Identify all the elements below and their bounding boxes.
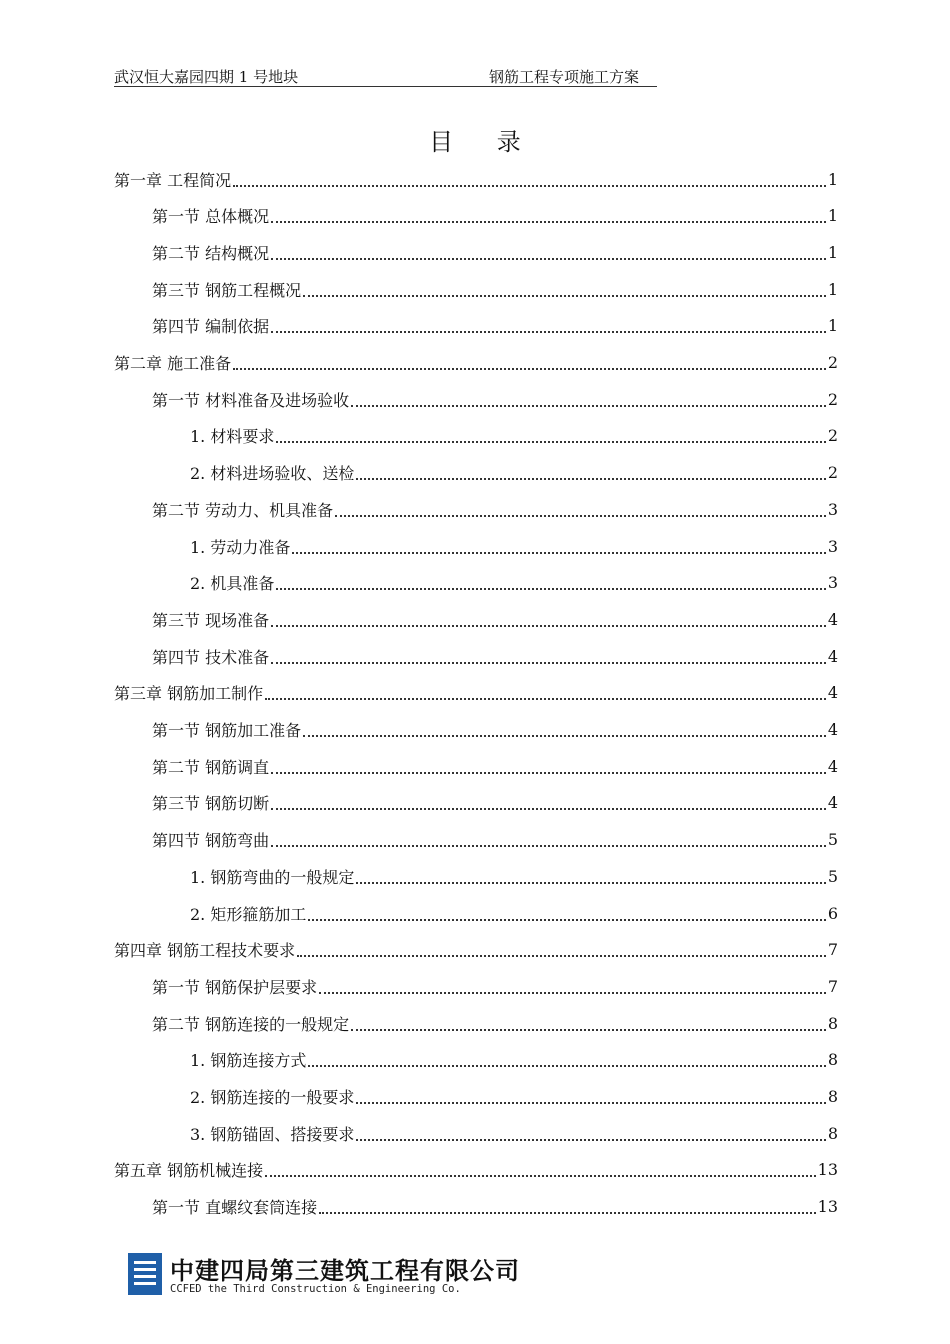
page-header (114, 64, 657, 87)
toc-entry-label: 第一节 钢筋保护层要求 (152, 977, 318, 997)
toc-entry[interactable] (152, 786, 838, 820)
toc-entry[interactable] (152, 272, 838, 306)
toc-entry[interactable] (190, 419, 838, 453)
toc-leader-dots (335, 514, 826, 517)
toc-entry-page: 4 (827, 720, 838, 739)
toc-leader-dots (308, 918, 825, 921)
toc-entry-label: 1. 钢筋连接方式 (190, 1051, 307, 1071)
toc-leader-dots (303, 294, 826, 297)
toc-leader-dots (351, 1028, 826, 1031)
header-document-title: 钢筋工程专项施工方案 (489, 68, 640, 86)
toc-entry-page: 13 (817, 1197, 838, 1217)
toc-entry-label: 第三章 钢筋加工制作 (114, 684, 264, 704)
toc-entry-page: 3 (827, 536, 838, 556)
toc-entry-page: 1 (827, 242, 838, 262)
toc-leader-dots (271, 661, 826, 664)
toc-entry[interactable] (190, 859, 838, 893)
toc-entry-page: 4 (827, 683, 838, 703)
toc-entry[interactable] (152, 823, 838, 857)
toc-entry-page: 8 (827, 1087, 838, 1106)
toc-entry-page: 8 (827, 1123, 838, 1143)
toc-entry[interactable] (152, 639, 838, 673)
toc-entry-label: 2. 材料进场验收、送检 (190, 464, 355, 484)
toc-entry-label: 第五章 钢筋机械连接 (114, 1161, 264, 1181)
toc-entry-label: 第四节 编制依据 (152, 317, 270, 337)
toc-entry-page: 7 (827, 976, 838, 996)
toc-entry-label: 第四节 钢筋弯曲 (152, 831, 270, 851)
toc-entry-label: 2. 钢筋连接的一般要求 (190, 1088, 355, 1107)
toc-entry-page: 2 (827, 389, 838, 409)
toc-entry[interactable] (114, 933, 838, 967)
toc-entry-label: 第二节 结构概况 (152, 243, 270, 263)
toc-title: 目 录 (429, 128, 539, 156)
toc-entry-page: 4 (827, 646, 838, 666)
toc-leader-dots (271, 807, 826, 810)
toc-leader-dots (297, 954, 826, 957)
toc-entry[interactable] (114, 162, 838, 196)
toc-entry-page: 1 (827, 206, 838, 226)
toc-entry[interactable] (152, 1190, 838, 1224)
toc-entry[interactable] (152, 309, 838, 343)
toc-entry[interactable] (152, 713, 838, 747)
toc-entry[interactable] (190, 1043, 838, 1077)
toc-leader-dots (233, 367, 826, 370)
toc-entry-page: 2 (827, 463, 838, 483)
toc-entry-label: 1. 劳动力准备 (190, 537, 291, 557)
toc-entry-page: 1 (827, 316, 838, 336)
toc-leader-dots (303, 734, 826, 737)
toc-entry[interactable] (114, 1153, 838, 1187)
toc-entry-page: 3 (827, 573, 838, 593)
toc-leader-dots (292, 551, 825, 554)
toc-entry[interactable] (190, 896, 838, 930)
toc-entry-label: 3. 钢筋锚固、搭接要求 (190, 1124, 355, 1144)
toc-entry-label: 第二章 施工准备 (114, 354, 232, 373)
toc-entry-page: 8 (827, 1013, 838, 1033)
toc-leader-dots (271, 771, 826, 774)
toc-leader-dots (271, 624, 826, 627)
company-name-cn: 中建四局第三建筑工程有限公司 (170, 1257, 520, 1285)
toc-entry-label: 第一节 材料准备及进场验收 (152, 390, 350, 410)
toc-entry-page: 7 (827, 940, 838, 960)
toc-entry-page: 13 (817, 1160, 838, 1180)
toc-entry-label: 2. 机具准备 (190, 574, 275, 594)
toc-entry[interactable] (152, 235, 838, 269)
toc-entry-page: 8 (827, 1050, 838, 1070)
header-project-name: 武汉恒大嘉园四期 1 号地块 (114, 68, 299, 86)
toc-leader-dots (271, 330, 826, 333)
toc-leader-dots (356, 1101, 825, 1104)
toc-entry-label: 第三节 钢筋工程概况 (152, 280, 302, 300)
toc-entry-page: 5 (827, 830, 838, 850)
toc-entry[interactable] (190, 529, 838, 563)
toc-entry[interactable] (152, 492, 838, 526)
toc-entry[interactable] (152, 382, 838, 416)
toc-leader-dots (319, 991, 826, 994)
toc-leader-dots (308, 1064, 825, 1067)
toc-leader-dots (271, 257, 826, 260)
company-logo-icon (128, 1253, 162, 1295)
toc-leader-dots (271, 220, 826, 223)
toc-entry-label: 第二节 钢筋连接的一般规定 (152, 1014, 350, 1034)
toc-entry[interactable] (152, 199, 838, 233)
toc-entry-page: 6 (827, 903, 838, 923)
toc-entry-label: 2. 矩形箍筋加工 (190, 904, 307, 924)
toc-entry[interactable] (190, 1080, 838, 1114)
toc-entry-label: 第二节 劳动力、机具准备 (152, 500, 334, 520)
toc-entry-label: 第四章 钢筋工程技术要求 (114, 941, 296, 961)
toc-entry-page: 4 (827, 756, 838, 776)
toc-leader-dots (271, 844, 826, 847)
toc-entry-page: 3 (827, 499, 838, 519)
toc-entry-label: 1. 材料要求 (190, 427, 275, 447)
toc-entry-page: 4 (827, 793, 838, 813)
toc-leader-dots (265, 1174, 816, 1177)
toc-leader-dots (233, 184, 826, 187)
toc-entry-page: 1 (827, 279, 838, 299)
toc-entry[interactable] (190, 1116, 838, 1150)
toc-entry[interactable] (114, 346, 838, 380)
toc-leader-dots (276, 587, 825, 590)
toc-entry[interactable] (152, 969, 838, 1003)
toc-entry[interactable] (152, 1006, 838, 1040)
toc-entry[interactable] (190, 456, 838, 490)
toc-entry-label: 第四节 技术准备 (152, 647, 270, 667)
toc-entry-label: 第三节 钢筋切断 (152, 794, 270, 814)
company-footer (128, 1251, 520, 1299)
toc-entry-label: 第一节 直螺纹套筒连接 (152, 1198, 318, 1218)
toc-entry[interactable] (190, 566, 838, 600)
toc-entry-page: 2 (827, 353, 838, 372)
toc-leader-dots (356, 881, 825, 884)
toc-entry-label: 第一节 总体概况 (152, 207, 270, 227)
toc-entry-label: 1. 钢筋弯曲的一般规定 (190, 867, 355, 887)
company-name-en: CCFED the Third Construction & Engineering Co. (170, 1283, 461, 1295)
toc-entry-label: 第三节 现场准备 (152, 610, 270, 630)
toc-entry-page: 4 (827, 609, 838, 629)
toc-entry-page: 5 (827, 866, 838, 886)
toc-entry-label: 第一章 工程简况 (114, 170, 232, 190)
toc-entry-page: 1 (827, 169, 838, 189)
toc-entry-label: 第一节 钢筋加工准备 (152, 721, 302, 740)
toc-leader-dots (265, 697, 826, 700)
toc-entry-label: 第二节 钢筋调直 (152, 757, 270, 777)
toc-leader-dots (276, 440, 825, 443)
toc-leader-dots (319, 1211, 816, 1214)
toc-entry[interactable] (152, 749, 838, 783)
toc-leader-dots (356, 477, 825, 480)
toc-entry[interactable] (114, 676, 838, 710)
toc-entry-page: 2 (827, 426, 838, 446)
toc-leader-dots (351, 404, 826, 407)
toc-leader-dots (356, 1138, 825, 1141)
toc-entry[interactable] (152, 602, 838, 636)
